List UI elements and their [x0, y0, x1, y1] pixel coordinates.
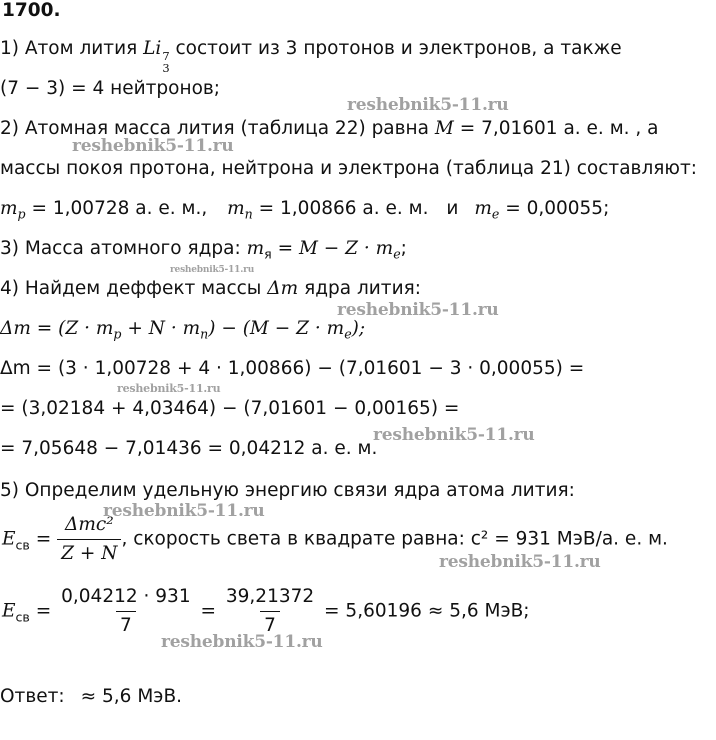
conjunction: и	[446, 198, 459, 219]
electron-mass: = 0,00055;	[499, 198, 610, 219]
answer-label: Ответ:	[0, 686, 65, 707]
proton-mass: = 1,00728 а. е. м.,	[25, 198, 208, 219]
step-1-prefix: 1) Атом лития	[0, 38, 144, 59]
binding-energy-result: = 5,60196 ≈ 5,6 МэВ;	[318, 600, 530, 622]
mass-number: 7	[162, 49, 170, 64]
step-2-masses: $m_p = 1,00728$ а. е. м., $m_n = 1,00866$ а. е. м. и $m_e = 0,00055$;	[0, 198, 610, 222]
watermark: reshebnik5-11.ru	[337, 300, 499, 320]
watermark: reshebnik5-11.ru	[103, 501, 265, 521]
step-2-line-2: массы покоя протона, нейтрона и электрона (таблица 21) составляют:	[0, 158, 697, 179]
calc-denominator-2: 7	[260, 611, 280, 637]
formula-denominator: Z + N	[57, 539, 121, 565]
mass-symbol: M	[434, 118, 454, 139]
speed-of-light-text: , скорость света в квадрате равна: c² = 931 МэВ/а. е. м.	[121, 528, 668, 550]
calc-numerator-2: 39,21372	[225, 586, 315, 607]
atomic-number: 3	[162, 61, 170, 76]
watermark: reshebnik5-11.ru	[72, 136, 234, 156]
watermark: reshebnik5-11.ru	[170, 265, 255, 275]
calc-numerator-1: 0,04212 · 931	[61, 586, 191, 607]
binding-energy-formula: $E_{св}$ = $\frac{\text{Δmc²}}{Z + N}$ , скорость света в квадрате равна: c² = 931 МэВ/а. е. м.	[2, 514, 668, 565]
mass-defect-formula: $\Delta m = (Z \cdot m_p + N \cdot m_n) - (M - Z \cdot m_e)$;	[0, 318, 366, 342]
mass-defect-calc-2: = (3,02184 + 4,03464) − (7,01601 − 0,00165) =	[0, 398, 460, 419]
watermark: reshebnik5-11.ru	[439, 552, 601, 572]
isotope-numbers	[162, 50, 169, 74]
mass-defect-calc-3: = 7,05648 − 7,01436 = 0,04212 а. е. м.	[0, 438, 378, 459]
step-1-text: состоит из 3 протонов и электронов, а также	[169, 38, 622, 59]
step-3-line: 3) Масса атомного ядра: $m_я = M - Z \cdot m_e$;	[0, 238, 407, 262]
calc-denominator-1: 7	[116, 611, 136, 637]
watermark: reshebnik5-11.ru	[347, 95, 509, 115]
mass-defect-calc-1: Δm = (3 · 1,00728 + 4 · 1,00866) − (7,01601 − 3 · 0,00055) =	[0, 358, 585, 379]
watermark: reshebnik5-11.ru	[373, 425, 535, 445]
step-5-line: 5) Определим удельную энергию связи ядра атома лития:	[0, 480, 575, 501]
neutron-mass: = 1,00866 а. е. м.	[252, 198, 429, 219]
step-2-text: 2) Атомная масса лития (таблица 22) равна	[0, 118, 435, 139]
formula-numerator: Δmc²	[64, 514, 114, 535]
lithium-symbol: Li	[143, 38, 162, 59]
step-1-line-1	[0, 40, 622, 74]
step-4-text: 4) Найдем деффект массы	[0, 278, 268, 299]
watermark: reshebnik5-11.ru	[161, 632, 323, 652]
step-3-text: 3) Масса атомного ядра:	[0, 238, 247, 259]
step-1-line-2: (7 − 3) = 4 нейтронов;	[0, 78, 221, 99]
step-4-line: 4) Найдем деффект массы Δm ядра лития:	[0, 278, 421, 299]
binding-energy-calc: $E_{св}$ = $\frac{0,04212 \cdot 931}{7}$ = $\frac{39,21372}{7}$ = 5,60196 ≈ 5,6 МэВ;	[2, 586, 530, 637]
nucleus-mass-formula: = M − Z · m	[271, 238, 394, 259]
watermark: reshebnik5-11.ru	[117, 382, 221, 395]
answer-line	[0, 688, 182, 707]
lithium-mass-value: = 7,01601 а. е. м. , а	[453, 118, 659, 139]
answer-value: ≈ 5,6 МэВ.	[80, 686, 183, 707]
problem-number: 1700.	[2, 0, 61, 21]
